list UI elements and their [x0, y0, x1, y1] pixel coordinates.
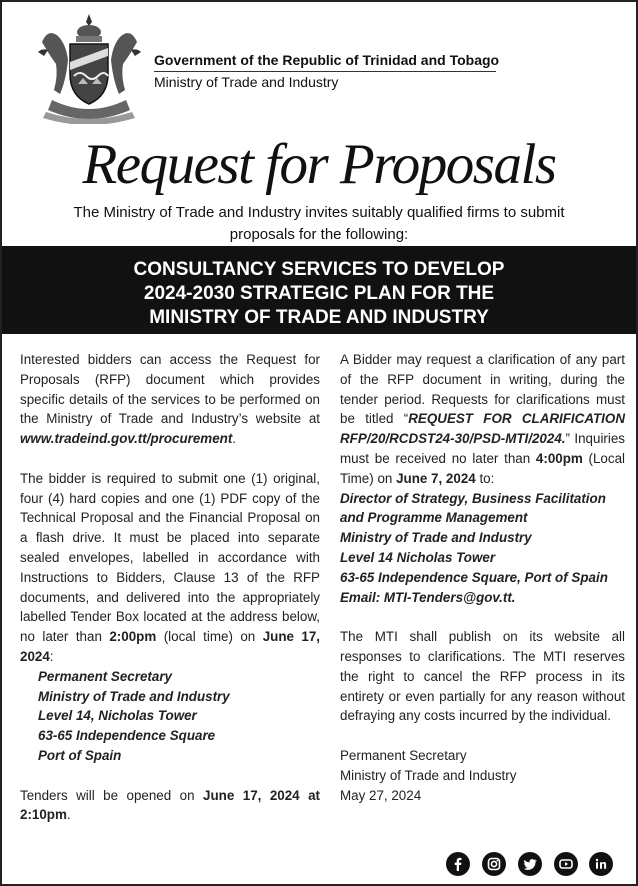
banner-line: MINISTRY OF TRADE AND INDUSTRY — [149, 307, 489, 328]
submission-paragraph: The bidder is required to submit one (1) original, four (4) hard copies and one (1) PDF copy of the Technical Proposal and the Financial Proposal on a flash drive. It must be placed into separate sealed envelopes, labelled in accordance with Instructions to Bidders, Clause 13 of the RFP documents, and delivered into the appropriately labelled Tender Box located at the address below, no later than 2:00pm (local time) on June 17, 2024: — [20, 470, 321, 664]
page-title: Request for Proposals — [82, 133, 556, 196]
government-name: Government of the Republic of Trinidad and Tobago — [154, 52, 496, 72]
intro-text: The Ministry of Trade and Industry invites suitably qualified firms to submit proposals for the following: — [73, 204, 565, 243]
right-column — [340, 350, 625, 805]
signoff: Permanent Secretary Ministry of Trade and Industry May 27, 2024 — [340, 747, 517, 803]
procurement-link[interactable]: www.tradeind.gov.tt/procurement — [20, 431, 233, 447]
youtube-icon[interactable] — [554, 852, 578, 876]
banner-line: 2024-2030 STRATEGIC PLAN FOR THE — [143, 283, 495, 304]
instagram-icon[interactable] — [482, 852, 506, 876]
banner-line: CONSULTANCY SERVICES TO DEVELOP — [133, 259, 505, 280]
twitter-icon[interactable] — [518, 852, 542, 876]
delivery-address: Permanent Secretary Ministry of Trade and Industry Level 14, Nicholas Tower 63-65 Independence Square Port of Spain — [38, 668, 230, 763]
opening-paragraph: Tenders will be opened on June 17, 2024 at 2:10pm. — [20, 787, 320, 823]
header — [2, 2, 636, 132]
contact-email[interactable]: Email: MTI-Tenders@gov.tt. — [340, 589, 516, 605]
clarification-paragraph: A Bidder may request a clarification of any part of the RFP document in writing, during the tender period. Requests for clarifications must be titled “REQUEST FOR CLARIFICATION RFP/20/RCDST24-30/PSD-MTI/2024.” Inquiries must be received no later than 4:00pm (Local Time) on June 7, 2024 to: — [340, 352, 625, 486]
coat-of-arms-icon — [32, 12, 147, 124]
clarification-contact: Director of Strategy, Business Facilitation and Programme Management Ministry of Trade and Industry Level 14 Nicholas Tower 63-65 Independence Square, Port of Spain Email: MTI-Tenders@gov.tt. — [340, 489, 625, 608]
ministry-name: Ministry of Trade and Industry — [154, 74, 339, 90]
left-column — [20, 350, 320, 825]
linkedin-icon[interactable] — [589, 852, 613, 876]
project-banner — [2, 246, 636, 334]
access-paragraph: Interested bidders can access the Request for Proposals (RFP) document which provides specific details of the services to be performed on the Ministry of Trade and Industry’s website at www.tradeind.gov.tt/procurement. — [20, 352, 320, 447]
publication-paragraph: The MTI shall publish on its website all responses to clarifications. The MTI reserves the right to cancel the RFP process in its entirety or even partially for any reason without defraying any costs incurred by the individual. — [340, 629, 625, 724]
facebook-icon[interactable] — [446, 852, 470, 876]
